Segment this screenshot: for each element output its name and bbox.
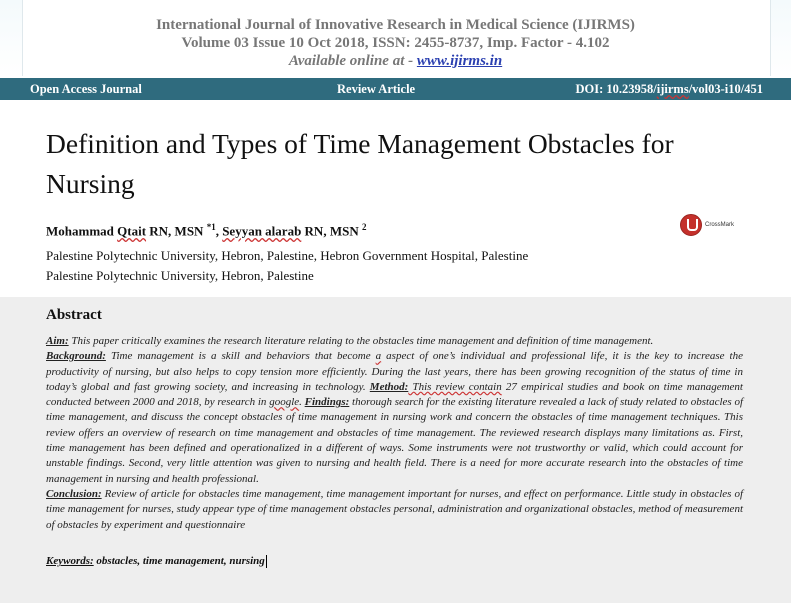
open-access-label: Open Access Journal bbox=[30, 82, 142, 96]
keywords-text: obstacles, time management, nursing bbox=[93, 555, 265, 568]
author2-credentials: RN, MSN bbox=[301, 223, 362, 239]
background-text-b: aspect of one’s individual and professional life, it is the key to increase the productivity of nursing, but also helps to copy tension more efficiently. During the last years, there has been growing recognition of the status of time in today’s global and fast growing society, and increasing in technology. bbox=[46, 350, 743, 393]
method-google-word: google bbox=[269, 396, 300, 409]
method-text-end: . bbox=[299, 396, 305, 409]
doi-label[interactable] bbox=[576, 78, 764, 100]
findings-text: thorough search for the existing literature revealed a lack of study related to obstacles of time management, and discuss the concept obstacles of time management in nursing work and concern the obstacles of time management techniques. This review offers an overview of research on time management and obstacles of time management. The reviewed research displays many limitations as. First, time management has been defined and operationalized in a different of ways. Some instruments were not trustworthy or valid, which could account for unstable findings. Second, very little attention was given to nursing and health field. There is a need for more accurate research into the obstacles of time management in nursing and health professional. bbox=[46, 396, 744, 485]
abstract-body bbox=[46, 334, 743, 533]
availability-prefix: Available online at - bbox=[288, 53, 417, 69]
method-flagged-phrase: This review contain bbox=[408, 380, 502, 393]
doi-prefix: DOI: 10.23958/ bbox=[575, 82, 657, 96]
text-cursor bbox=[266, 555, 267, 568]
author1-credentials: RN, MSN bbox=[146, 223, 207, 239]
article-info-bar bbox=[0, 78, 791, 100]
author1-last: Qtait bbox=[117, 223, 147, 239]
keywords-line[interactable] bbox=[46, 555, 267, 568]
author1-affiliation-mark: *1 bbox=[206, 222, 216, 232]
conclusion-text: Review of article for obstacles time management, time management important for nurses, and effect on performance. Little study in obstacles of time management for nurses, study appear type of time management obstacles personal, administration and organizational obstacles, method of measurement of obstacles by experiment and questionnaire bbox=[46, 487, 743, 531]
method-label: Method: bbox=[369, 380, 409, 393]
keywords-label: Keywords: bbox=[46, 555, 94, 568]
author-line bbox=[46, 222, 366, 239]
affiliation-1: Palestine Polytechnic University, Hebron, Palestine, Hebron Government Hospital, Palestine bbox=[46, 248, 529, 263]
abstract-heading: Abstract bbox=[46, 307, 102, 323]
crossmark-badge[interactable] bbox=[680, 214, 734, 236]
paper-title: Definition and Types of Time Management Obstacles for Nursing bbox=[46, 128, 674, 199]
author1-first: Mohammad bbox=[46, 223, 118, 239]
journal-availability bbox=[0, 52, 791, 70]
background-text-a: Time management is a skill and behaviors that become bbox=[105, 350, 376, 363]
journal-volume: Volume 03 Issue 10 Oct 2018, ISSN: 2455-8737, Imp. Factor - 4.102 bbox=[181, 35, 610, 51]
aim-text: This paper critically examines the research literature relating to the obstacles time management and definition of time management. bbox=[68, 335, 654, 347]
background-flagged-word: a bbox=[375, 350, 382, 363]
article-type-label: Review Article bbox=[337, 82, 416, 96]
aim-label: Aim: bbox=[46, 335, 69, 347]
conclusion-label: Conclusion: bbox=[46, 487, 102, 500]
author2-affiliation-mark: 2 bbox=[361, 222, 367, 232]
findings-label: Findings: bbox=[304, 396, 350, 409]
crossmark-icon bbox=[680, 214, 702, 236]
method-text: 27 empirical studies and book on time management conducted between 2000 and 2018, by research in bbox=[46, 380, 743, 409]
doi-suffix: /vol03-i10/451 bbox=[688, 82, 763, 96]
journal-header bbox=[0, 16, 791, 70]
background-label: Background: bbox=[46, 350, 106, 363]
journal-name: International Journal of Innovative Research in Medical Science (IJIRMS) bbox=[156, 17, 635, 33]
doi-journal-code: ijirms bbox=[656, 82, 689, 96]
affiliation-2: Palestine Polytechnic University, Hebron, Palestine bbox=[46, 268, 314, 283]
author-separator: , bbox=[215, 223, 223, 239]
crossmark-label: CrossMark bbox=[705, 222, 735, 228]
journal-url-link[interactable]: www.ijirms.in bbox=[416, 53, 503, 69]
author2-name: Seyyan alarab bbox=[222, 223, 302, 239]
